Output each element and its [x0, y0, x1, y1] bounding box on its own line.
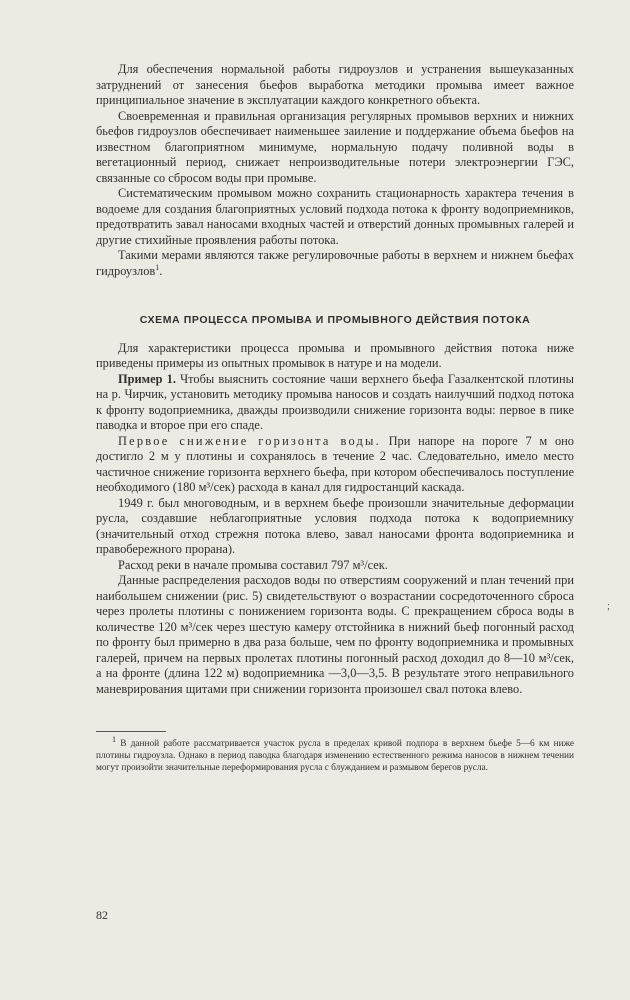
page-body	[96, 62, 574, 774]
subsection-label: Первое снижение горизонта воды.	[118, 433, 381, 448]
paragraph-4-text: Такими мерами являются также регулировочные работы в верхнем и нижнем бьефах гидроузлов	[96, 248, 574, 278]
page-number: 82	[96, 908, 108, 922]
footnote	[96, 734, 574, 774]
example-label: Пример 1.	[118, 371, 176, 386]
paragraph-7	[96, 434, 574, 496]
paragraph-4: Такими мерами являются также регулировочные работы в верхнем и нижнем бьефах гидроузлов$^1$.	[96, 248, 574, 278]
paragraph-1: Для обеспечения нормальной работы гидроузлов и устранения вышеуказанных затруднений от занесения бьефов выработка методики промыва имеет важное принципиальное значение в эксплуатации каждого конкретного объекта.	[96, 62, 574, 107]
paragraph-7-text: При напоре на пороге 7 м оно достигло 2 м у плотины и сохранялось в течение 2 час. Следовательно, имело место частичное снижение горизонта верхнего бьефа, при котором обеспечивалось поступление необходимого (180 м³/сек) расхода в канал для гидростанций каскада.	[96, 433, 574, 494]
footnote-divider	[96, 731, 166, 732]
footnote-marker: 1	[112, 734, 116, 744]
footnote-ref: 1	[155, 262, 160, 272]
paragraph-9: Расход реки в начале промыва составил 797 м³/сек.	[118, 557, 388, 572]
margin-mark: ;	[607, 600, 611, 612]
paragraph-6	[96, 372, 574, 434]
section-heading: СХЕМА ПРОЦЕССА ПРОМЫВА И ПРОМЫВНОГО ДЕЙСТВИЯ ПОТОКА	[139, 314, 531, 326]
paragraph-8: 1949 г. был многоводным, и в верхнем бьефе произошли значительные деформации русла, создавшие неблагоприятные условия подхода потока к водоприемнику (значительный отход стрежня потока влево, завал наносами фронта водоприемника и правобережного прорана).	[96, 495, 574, 556]
footnote-text: В данной работе рассматривается участок русла в пределах кривой подпора в верхнем бьефе 5—6 км ниже плотины гидроузла. Однако в период паводка благодаря изменению естественного режима наносов в нижнем течении могут произойти значительные переформирования русла с блужданием и размывом берегов русла.	[96, 739, 574, 773]
paragraph-10: Данные распределения расходов воды по отверстиям сооружений и план течений при наибольшем снижении (рис. 5) свидетельствуют о возрастании сосредоточенного сброса через пролеты плотины с понижением горизонта воды. С прекращением сброса воды в количестве 120 м³/сек через шестую камеру отстойника в нижний бьеф погонный расход по фронту был примерно в два раза больше, чем по фронту водоприемника и промывных галерей, причем на первых пролетах плотины погонный расход доходил до 8—10 м³/сек, а на фронте (длина 122 м) водоприемника —3,0—3,5. В результате этого неправильного маневрирования щитами при снижении горизонта произошел свал потока влево.	[96, 573, 574, 696]
paragraph-3: Систематическим промывом можно сохранить стационарность характера течения в водоеме для создания благоприятных условий подхода потока к фронту водоприемников, предотвратить завал наносами входных частей и отверстий донных промывных галерей и другие стихийные проявления работы потока.	[96, 186, 574, 247]
paragraph-2: Своевременная и правильная организация регулярных промывов верхних и нижних бьефов гидроузлов обеспечивает наименьшее заиление и поддержание объема бьефов на известном благоприятном минимуме, нормальную подачу поливной воды в вегетационный период, снижает непроизводительные потери электроэнергии ГЭС, связанные со сбросом воды при промыве.	[96, 108, 574, 185]
paragraph-5: Для характеристики процесса промыва и промывного действия потока ниже приведены примеры из опытных промывок в натуре и на модели.	[96, 340, 574, 370]
paragraph-6-text: Чтобы выяснить состояние чаши верхнего бьефа Газалкентской плотины на р. Чирчик, установить методику промыва наносов и создать наилучший подход потока к фронту водоприемника, дважды производили снижение горизонта воды: первое в пике паводка и второе при его спаде.	[96, 371, 574, 432]
